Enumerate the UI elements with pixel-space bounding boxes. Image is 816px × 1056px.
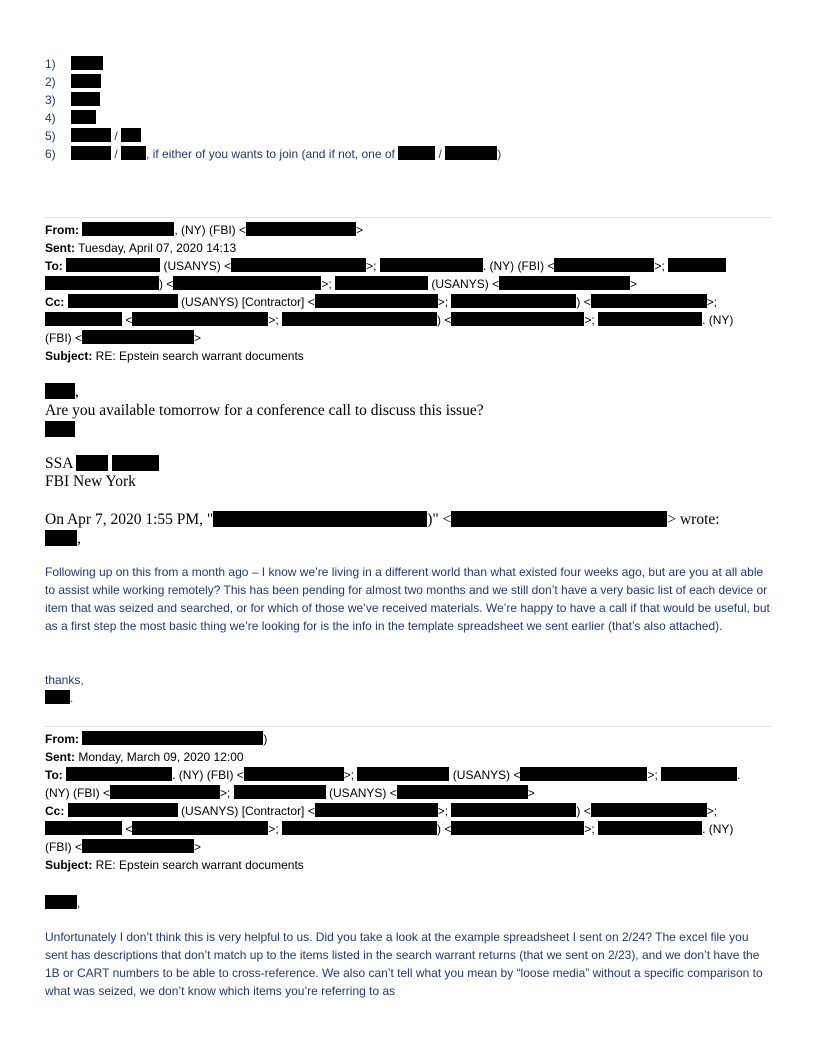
- redaction-box: [554, 258, 654, 272]
- recipient-text: (USANYS) [Contractor] <: [177, 804, 315, 818]
- quote-intro: [45, 510, 775, 548]
- cc-line-cont: [45, 311, 775, 329]
- recipient-text: (USANYS) <: [325, 786, 397, 800]
- recipient-text: >;: [584, 313, 595, 327]
- recipient-text: >;: [706, 804, 718, 818]
- recipient-text: >;: [268, 822, 279, 836]
- redaction-box: [76, 455, 108, 471]
- quote-greeting: [45, 529, 775, 548]
- recipient-text: . (NY): [702, 822, 734, 836]
- redaction-box: [315, 803, 438, 817]
- slash: /: [438, 147, 442, 161]
- redaction-box: [45, 383, 75, 399]
- recipient-text: (USANYS) [Contractor] <: [177, 295, 315, 309]
- redaction-box: [71, 146, 111, 160]
- redaction-box: [121, 128, 141, 142]
- sent-line: [45, 239, 775, 257]
- recipient-text: ) <: [159, 277, 174, 291]
- redaction-box: [45, 276, 159, 290]
- sig-title-line: [45, 455, 159, 473]
- cc-line-cont: [45, 820, 780, 838]
- redaction-box: [66, 258, 160, 272]
- subject-line: [45, 856, 780, 874]
- redaction-box: [45, 821, 122, 835]
- redaction-box: [213, 511, 427, 527]
- recipient-text: (USANYS) <: [160, 259, 232, 273]
- greeting-text: ,: [75, 383, 79, 400]
- recipient-text: (NY) (FBI) <: [45, 786, 110, 800]
- recipient-text: ) <: [437, 313, 452, 327]
- recipient-text: (USANYS) <: [428, 277, 500, 291]
- signature: [45, 455, 159, 491]
- redaction-box: [246, 222, 356, 236]
- redaction-box: [598, 312, 702, 326]
- signoff: [45, 420, 775, 439]
- cc-label: Cc:: [45, 295, 65, 309]
- recipient-text: . (NY) (FBI) <: [482, 259, 555, 273]
- redaction-box: [71, 56, 103, 70]
- sig-office: FBI New York: [45, 473, 136, 490]
- redaction-box: [45, 530, 77, 546]
- redaction-box: [591, 294, 707, 308]
- wrote-text: > wrote:: [667, 511, 720, 528]
- recipient-text: ) <: [576, 804, 591, 818]
- recipient-text: >;: [437, 804, 449, 818]
- list-item: [45, 91, 501, 109]
- redaction-box: [231, 258, 366, 272]
- redaction-box: [244, 767, 344, 781]
- redaction-box: [110, 785, 220, 799]
- recipient-text: (FBI) <: [45, 840, 83, 854]
- redaction-box: [451, 821, 584, 835]
- from-line: [45, 221, 775, 239]
- redaction-box: [397, 785, 528, 799]
- redaction-box: [315, 294, 438, 308]
- list-number: 2): [45, 75, 56, 89]
- redaction-box: [451, 312, 584, 326]
- greeting: [45, 382, 775, 401]
- recipient-text: >: [527, 786, 535, 800]
- recipient-text: ) <: [437, 822, 452, 836]
- list-item: [45, 127, 501, 145]
- slash: /: [114, 147, 118, 161]
- subject-line: [45, 347, 775, 365]
- from-text: , (NY) (FBI) <: [174, 223, 247, 237]
- subject-label: Subject:: [45, 349, 93, 363]
- thanks-text: thanks,: [45, 673, 84, 687]
- recipient-text: .: [737, 768, 741, 782]
- redaction-box: [132, 312, 268, 326]
- divider: [45, 726, 771, 727]
- thanks-name: [45, 689, 84, 707]
- recipient-text: (FBI) <: [45, 331, 83, 345]
- from-label: From:: [45, 732, 79, 746]
- list-item: [45, 145, 501, 163]
- list-number: 5): [45, 129, 56, 143]
- sig-title: SSA: [45, 455, 73, 472]
- quote-signoff: [45, 671, 84, 707]
- cc-line: [45, 802, 780, 820]
- email-body: [45, 928, 773, 1000]
- list-number: 1): [45, 57, 56, 71]
- sent-label: Sent:: [45, 750, 75, 764]
- redaction-box: [45, 895, 77, 909]
- list-item-text: , if either of you wants to join (and if not, one of: [146, 147, 395, 161]
- redaction-box: [68, 294, 178, 308]
- email-header: [45, 730, 780, 874]
- to-line-cont: [45, 275, 775, 293]
- redaction-box: [335, 276, 428, 290]
- recipient-text: >;: [654, 259, 665, 273]
- wrote-text: On Apr 7, 2020 1:55 PM, ": [45, 511, 214, 528]
- redaction-box: [661, 767, 737, 781]
- email-header: [45, 221, 775, 365]
- redaction-box: [173, 276, 321, 290]
- cc-line-cont: [45, 329, 775, 347]
- from-text: >: [356, 223, 364, 237]
- recipient-text: >: [194, 331, 202, 345]
- subject-value: RE: Epstein search warrant documents: [92, 349, 304, 363]
- to-line: [45, 257, 775, 275]
- recipient-text: >;: [437, 295, 449, 309]
- recipient-text: <: [122, 313, 133, 327]
- redaction-box: [45, 421, 75, 437]
- redaction-box: [445, 146, 497, 160]
- redaction-box: [591, 803, 707, 817]
- redaction-box: [451, 803, 576, 817]
- list-number: 6): [45, 147, 56, 161]
- numbered-list: [45, 55, 501, 163]
- redaction-box: [668, 258, 726, 272]
- from-line: [45, 730, 780, 748]
- recipient-text: >;: [321, 277, 332, 291]
- to-line: [45, 766, 780, 784]
- redaction-box: [398, 146, 435, 160]
- slash: /: [114, 129, 118, 143]
- cc-label: Cc:: [45, 804, 65, 818]
- subject-value: RE: Epstein search warrant documents: [92, 858, 304, 872]
- list-item: [45, 73, 501, 91]
- list-item: [45, 55, 501, 73]
- redaction-box: [66, 767, 172, 781]
- greeting: [45, 894, 80, 912]
- redaction-box: [357, 767, 449, 781]
- wrote-line: [45, 510, 775, 529]
- list-number: 3): [45, 93, 56, 107]
- recipient-text: >;: [706, 295, 718, 309]
- to-label: To:: [45, 259, 63, 273]
- recipient-text: >: [630, 277, 638, 291]
- greeting-text: ,: [77, 530, 81, 547]
- to-label: To:: [45, 768, 63, 782]
- recipient-text: <: [122, 822, 133, 836]
- wrote-text: )" <: [427, 511, 452, 528]
- recipient-text: >;: [366, 259, 377, 273]
- sent-label: Sent:: [45, 241, 75, 255]
- body-text: Unfortunately I don’t think this is very helpful to us. Did you take a look at the example spreadsheet I sent on 2/24? The excel file you sent has descriptions that don’t match up to the items listed in the search warrant returns (that we sent on 2/23), and we don’t have the 1B or CART numbers to be able to cross-reference. We also can’t tell what you mean by “loose media” without a specific comparison to what was seized, we don’t know which items you’re referring to as: [45, 930, 763, 998]
- recipient-text: . (NY) (FBI) <: [172, 768, 244, 782]
- redaction-box: [71, 110, 96, 124]
- recipient-text: (USANYS) <: [449, 768, 521, 782]
- recipient-text: >;: [268, 313, 279, 327]
- sent-value: Tuesday, April 07, 2020 14:13: [75, 241, 237, 255]
- from-text: ): [263, 732, 268, 746]
- redaction-box: [282, 821, 437, 835]
- cc-line-cont: [45, 838, 780, 856]
- recipient-text: >;: [343, 768, 355, 782]
- redaction-box: [45, 312, 122, 326]
- cc-line: [45, 293, 775, 311]
- to-line-cont: [45, 784, 780, 802]
- recipient-text: ) <: [576, 295, 591, 309]
- recipient-text: >;: [647, 768, 658, 782]
- recipient-text: >;: [220, 786, 231, 800]
- redaction-box: [45, 690, 70, 704]
- redaction-box: [451, 511, 667, 527]
- redaction-box: [121, 146, 146, 160]
- quoted-body-text: Following up on this from a month ago – I know we’re living in a different world than what existed four weeks ago, but are you at all able to assist while working remotely? This has been pending for almost two months and we still don’t have a very basic list of each device or item that was seized and searched, or for which of those we’ve received materials. We’re happy to have a call if that would be useful, but as a first step the most basic thing we’re looking for is the info in the template spreadsheet we sent earlier (that’s also attached).: [45, 565, 770, 633]
- redaction-box: [82, 839, 194, 853]
- redaction-box: [234, 785, 326, 799]
- redaction-box: [380, 258, 483, 272]
- recipient-text: >: [194, 840, 202, 854]
- list-item: [45, 109, 501, 127]
- redaction-box: [520, 767, 647, 781]
- redaction-box: [132, 821, 268, 835]
- sent-value: Monday, March 09, 2020 12:00: [75, 750, 244, 764]
- email-body: [45, 382, 775, 439]
- thanks-text: .: [70, 691, 74, 705]
- redaction-box: [82, 731, 263, 745]
- divider: [45, 217, 771, 218]
- redaction-box: [598, 821, 702, 835]
- redaction-box: [68, 803, 178, 817]
- recipient-text: >;: [584, 822, 595, 836]
- redaction-box: [282, 312, 437, 326]
- recipient-text: . (NY): [702, 313, 734, 327]
- redaction-box: [71, 128, 111, 142]
- redaction-box: [451, 294, 576, 308]
- greeting-text: ,: [77, 896, 81, 910]
- from-label: From:: [45, 223, 79, 237]
- list-item-text: ): [497, 147, 502, 161]
- body-text: Are you available tomorrow for a conference call to discuss this issue?: [45, 402, 484, 419]
- redaction-box: [71, 92, 100, 106]
- redaction-box: [82, 222, 174, 236]
- email-greeting: [45, 894, 80, 912]
- quoted-paragraph: [45, 563, 773, 635]
- redaction-box: [71, 74, 101, 88]
- list-number: 4): [45, 111, 56, 125]
- redaction-box: [82, 330, 194, 344]
- redaction-box: [112, 455, 159, 471]
- sent-line: [45, 748, 780, 766]
- redaction-box: [499, 276, 630, 290]
- subject-label: Subject:: [45, 858, 93, 872]
